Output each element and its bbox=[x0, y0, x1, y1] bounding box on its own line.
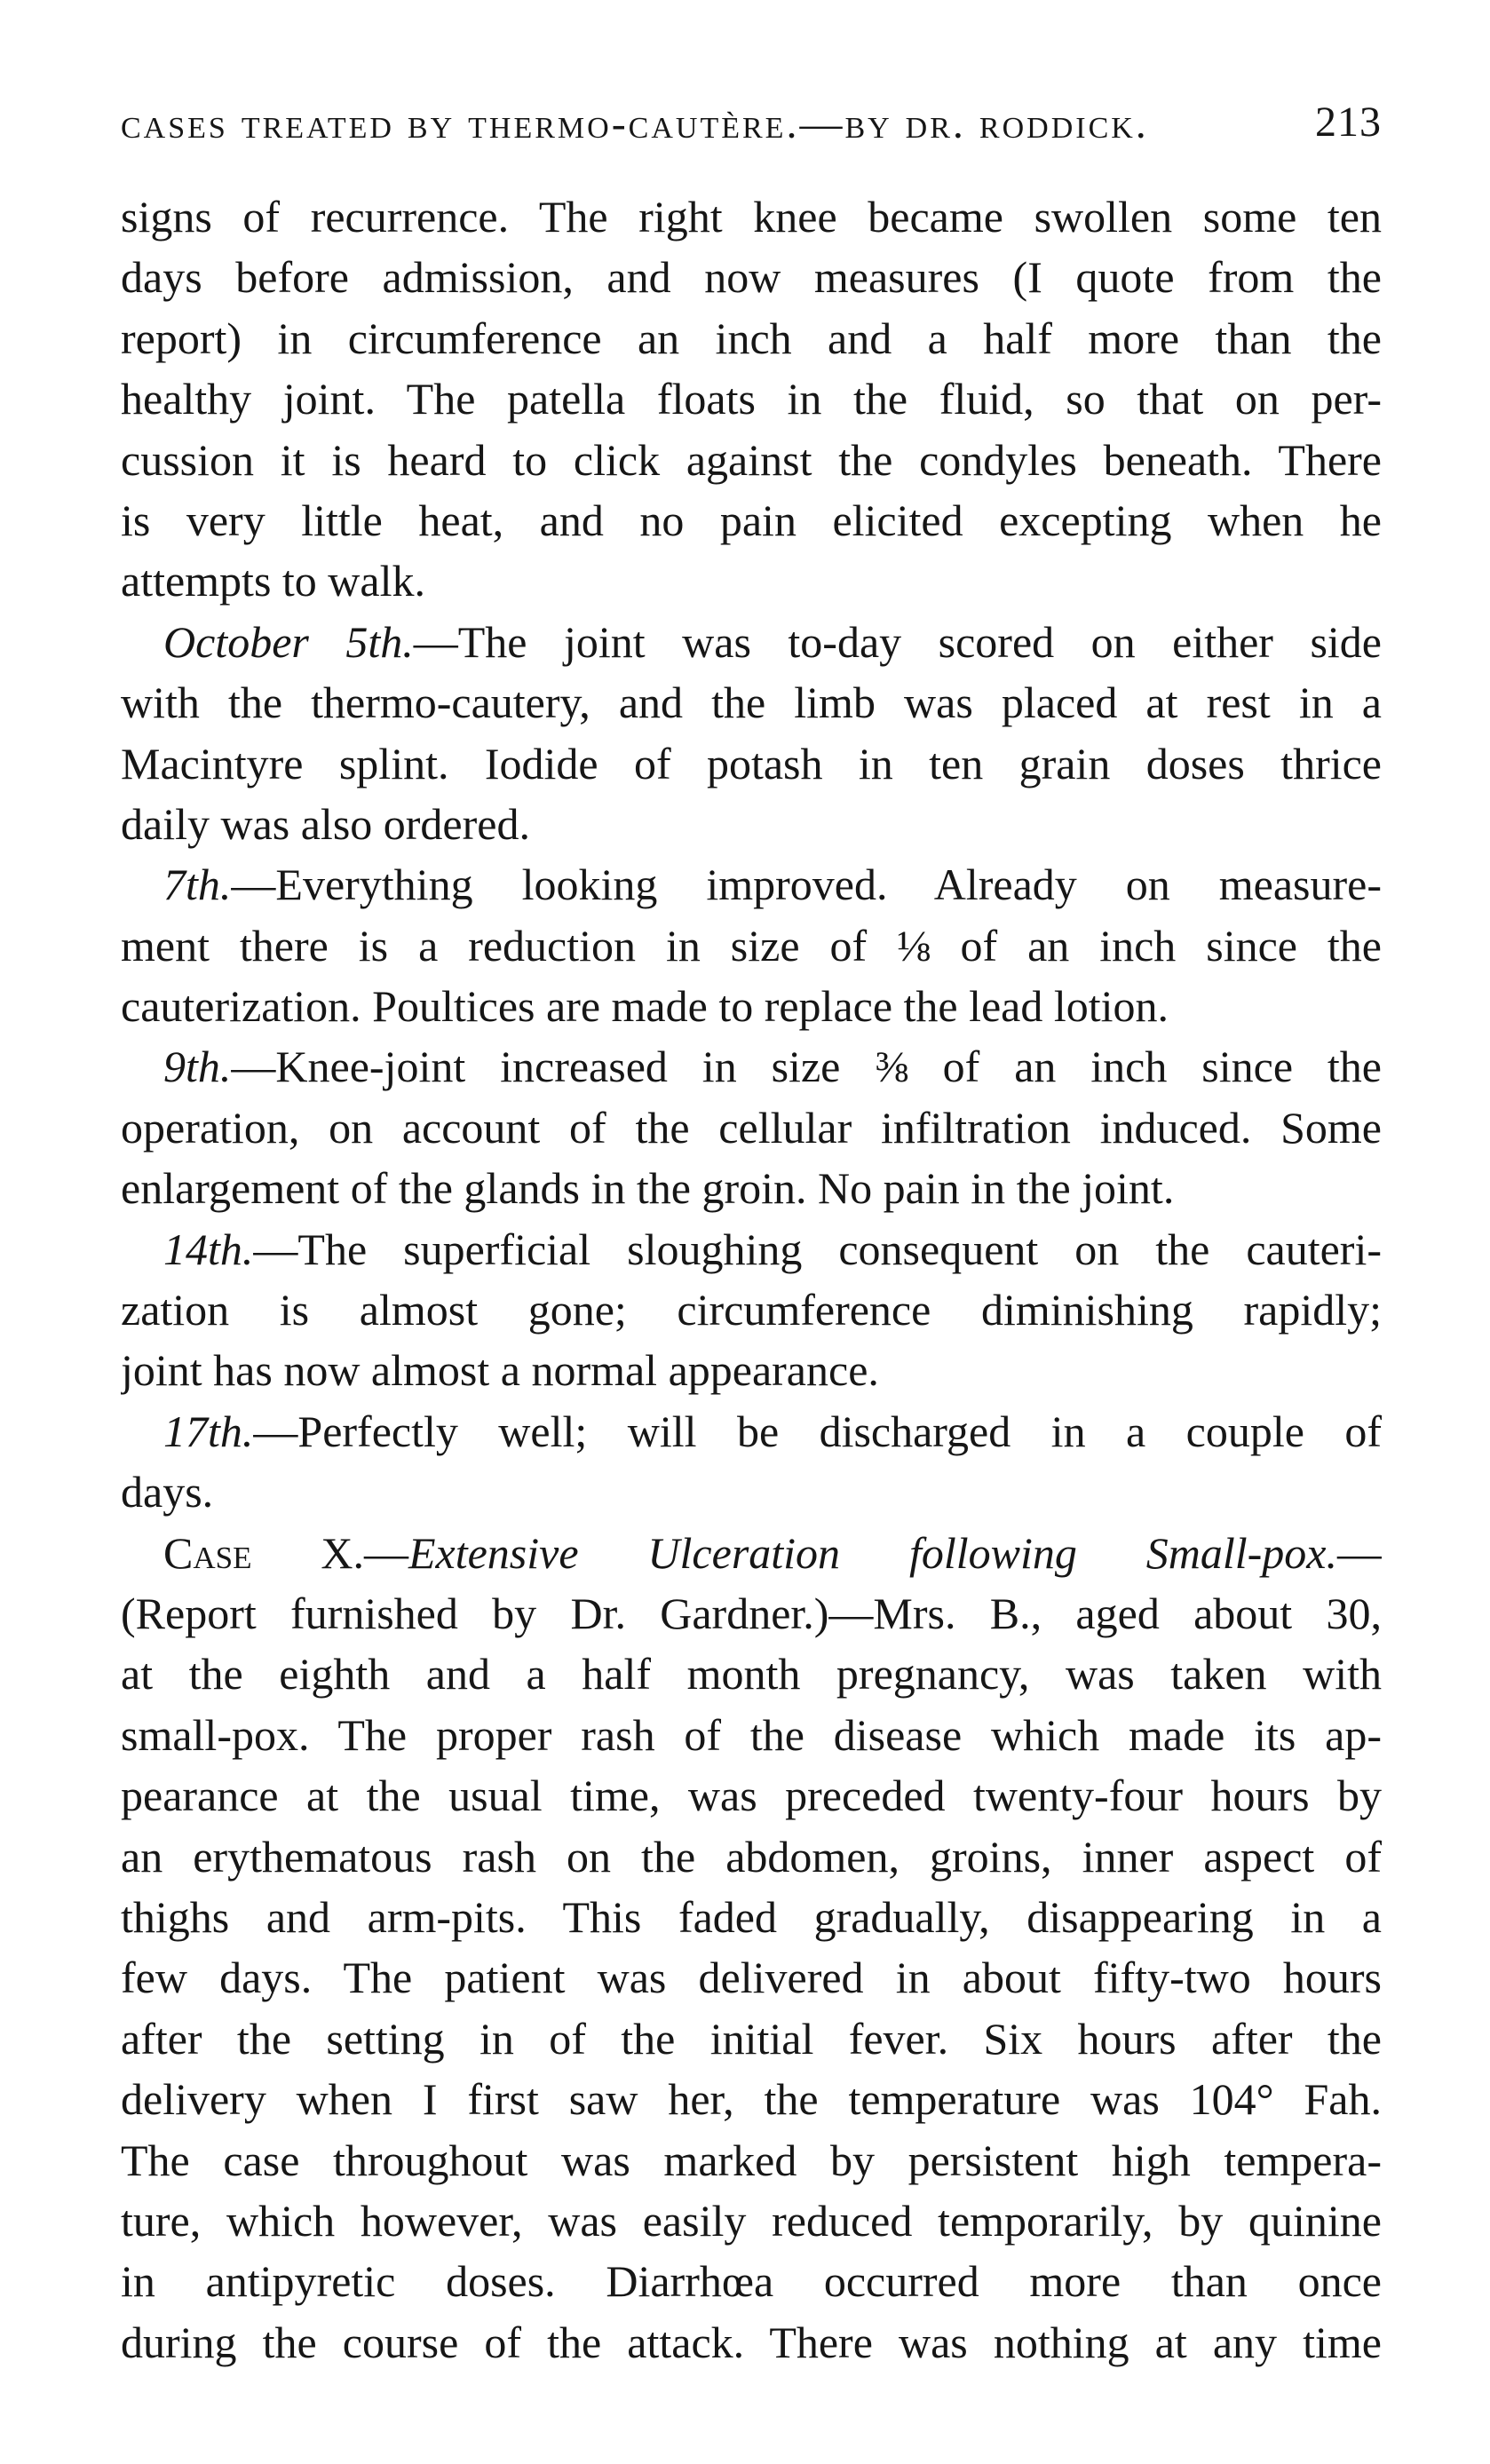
text-line: cauterization. Poultices are made to replace the lead lotion. bbox=[121, 981, 1169, 1032]
text-line: ture, which however, was easily reduced temporarily, by quinine bbox=[121, 2195, 1382, 2246]
text-line: with the thermo-cautery, and the limb was placed at rest in a bbox=[121, 677, 1382, 728]
text-line: in antipyretic doses. Diarrhœa occurred more than once bbox=[121, 2256, 1382, 2307]
paragraph-9th bbox=[121, 1036, 1382, 1218]
text-line: 14th.—The superficial sloughing consequent on the cauteri- bbox=[163, 1224, 1382, 1274]
text-line: small-pox. The proper rash of the disease which made its ap- bbox=[121, 1709, 1382, 1760]
text-line: cussion it is heard to click against the condyles beneath. There bbox=[121, 434, 1382, 485]
entry-date: 14th. bbox=[163, 1224, 254, 1274]
fraction: ⅜ bbox=[875, 1042, 908, 1092]
text-line: an erythematous rash on the abdomen, groins, inner aspect of bbox=[121, 1831, 1382, 1882]
entry-date: 9th. bbox=[163, 1042, 232, 1092]
text-line: The case throughout was marked by persistent high tempera- bbox=[121, 2135, 1382, 2185]
paragraph-17th bbox=[121, 1401, 1382, 1523]
text-line: signs of recurrence. The right knee became swollen some ten bbox=[121, 192, 1382, 242]
text-line: delivery when I first saw her, the temperature was 104° Fah. bbox=[121, 2074, 1382, 2125]
text-line: is very little heat, and no pain elicited excepting when he bbox=[121, 495, 1382, 545]
text-line: during the course of the attack. There was nothing at any time bbox=[121, 2317, 1382, 2367]
case-label: Case bbox=[163, 1527, 252, 1578]
paragraph-continuation bbox=[121, 186, 1382, 612]
entry-date: 7th. bbox=[163, 860, 232, 910]
body-text bbox=[121, 186, 1382, 2373]
text-line: days before admission, and now measures (I quote from the bbox=[121, 252, 1382, 303]
entry-date: October 5th. bbox=[163, 616, 414, 667]
fraction: ⅛ bbox=[897, 920, 931, 971]
text-line: Case X.—Extensive Ulceration following Small-pox.— bbox=[163, 1527, 1382, 1578]
text-line: healthy joint. The patella floats in the fluid, so that on per- bbox=[121, 374, 1382, 424]
paragraph-october-5th bbox=[121, 612, 1382, 855]
text-line: operation, on account of the cellular infiltration induced. Some bbox=[121, 1102, 1382, 1153]
text-line: ment there is a reduction in size of ⅛ of an inch since the bbox=[121, 920, 1382, 971]
paragraph-14th bbox=[121, 1219, 1382, 1401]
case-heading: Extensive Ulceration following Small-pox. bbox=[408, 1527, 1337, 1578]
text-line: at the eighth and a half month pregnancy, was taken with bbox=[121, 1649, 1382, 1699]
text-line: thighs and arm-pits. This faded gradually, disappearing in a bbox=[121, 1891, 1382, 1942]
text-line: 9th.—Knee-joint increased in size ⅜ of an inch since the bbox=[163, 1042, 1382, 1092]
text-line: days. bbox=[121, 1467, 214, 1517]
text-line: pearance at the usual time, was preceded twenty-four hours by bbox=[121, 1771, 1382, 1821]
text-line: enlargement of the glands in the groin. No pain in the joint. bbox=[121, 1163, 1175, 1214]
paragraph-case-x bbox=[121, 1523, 1382, 2373]
page-number: 213 bbox=[1315, 99, 1382, 146]
text-line: (Report furnished by Dr. Gardner.)—Mrs. B., aged about 30, bbox=[121, 1588, 1382, 1638]
text-line: attempts to walk. bbox=[121, 556, 425, 606]
text-line: 7th.—Everything looking improved. Already on measure- bbox=[163, 860, 1382, 910]
text-line: 17th.—Perfectly well; will be discharged in a couple of bbox=[163, 1406, 1382, 1456]
text-line: few days. The patient was delivered in about fifty-two hours bbox=[121, 1953, 1382, 2003]
text-line: Macintyre splint. Iodide of potash in ten grain doses thrice bbox=[121, 738, 1382, 788]
entry-date: 17th. bbox=[163, 1406, 254, 1456]
running-title: cases treated by thermo-cautère.—by dr. roddick. bbox=[121, 100, 1149, 147]
text-line: after the setting in of the initial fever. Six hours after the bbox=[121, 2013, 1382, 2064]
text-line: report) in circumference an inch and a half more than the bbox=[121, 313, 1382, 363]
text-line: zation is almost gone; circumference diminishing rapidly; bbox=[121, 1285, 1382, 1335]
paragraph-7th bbox=[121, 854, 1382, 1036]
text-line: daily was also ordered. bbox=[121, 798, 530, 849]
text-line: October 5th.—The joint was to-day scored on either side bbox=[163, 616, 1382, 667]
running-head bbox=[121, 92, 1382, 149]
text-line: joint has now almost a normal appearance. bbox=[121, 1345, 879, 1396]
